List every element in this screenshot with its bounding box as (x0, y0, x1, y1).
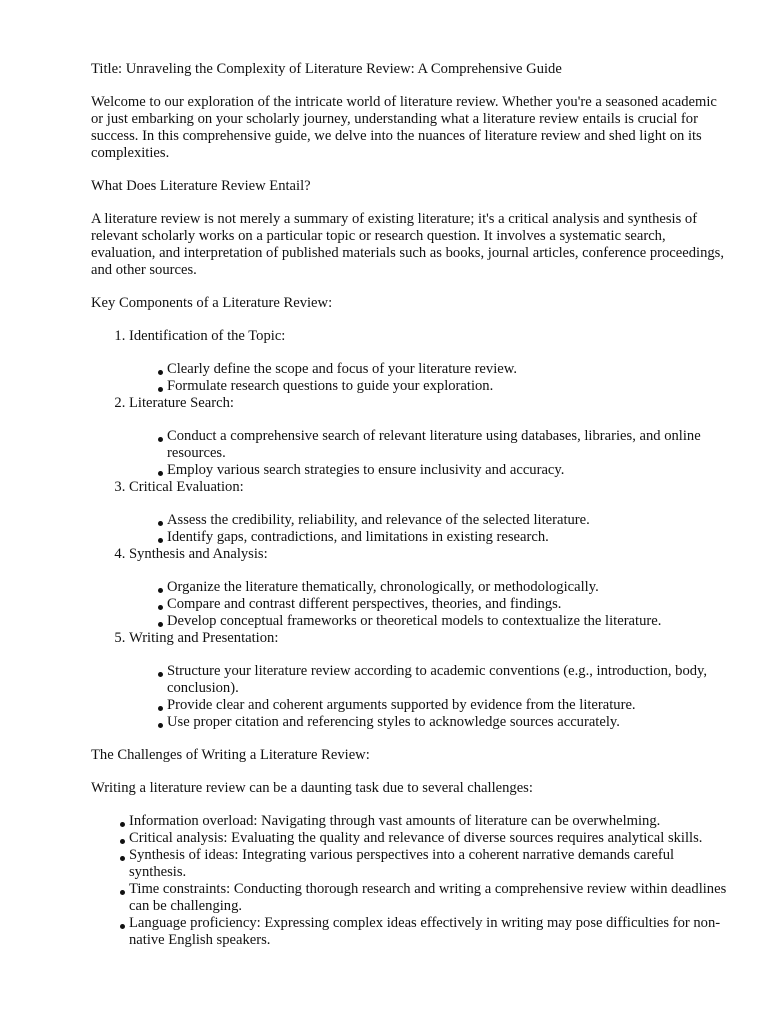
component-title: 5. Writing and Presentation: (129, 630, 279, 646)
component-point: Clearly define the scope and focus of your literature review. (158, 361, 731, 378)
entail-paragraph: A literature review is not merely a summary of existing literature; it's a critical analysis and synthesis of relevant scholarly works on a particular topic or research question. It involves a systematic search, evaluation, and interpretation of published materials such as books, journal articles, conference proceedings, and other sources. (91, 211, 724, 278)
component-point: Employ various search strategies to ensure inclusivity and accuracy. (158, 462, 731, 479)
component-point: Provide clear and coherent arguments supported by evidence from the literature. (158, 697, 731, 714)
component-point: Structure your literature review according to academic conventions (e.g., introduction, body, conclusion). (158, 663, 731, 697)
component-points (129, 512, 731, 546)
challenge-item: Information overload: Navigating through vast amounts of literature can be overwhelming. (120, 813, 731, 830)
components-list (91, 328, 731, 731)
component-title: 4. Synthesis and Analysis: (129, 546, 268, 562)
component-points (129, 663, 731, 731)
section-heading-entail: What Does Literature Review Entail? (91, 178, 311, 194)
section-heading-challenges: The Challenges of Writing a Literature Review: (91, 747, 370, 763)
component-points (129, 361, 731, 395)
component-point: Use proper citation and referencing styles to acknowledge sources accurately. (158, 714, 731, 731)
component-points (129, 428, 731, 479)
component-point: Formulate research questions to guide your exploration. (158, 378, 731, 395)
component-item (129, 328, 731, 395)
challenge-item: Language proficiency: Expressing complex ideas effectively in writing may pose difficulties for non-native English speakers. (120, 915, 731, 949)
intro-paragraph: Welcome to our exploration of the intricate world of literature review. Whether you're a seasoned academic or just embarking on your scholarly journey, understanding what a literature review entails is crucial for success. In this comprehensive guide, we delve into the nuances of literature review and shed light on its complexities. (91, 94, 717, 161)
challenge-item: Synthesis of ideas: Integrating various perspectives into a coherent narrative demands careful synthesis. (120, 847, 731, 881)
component-title: 3. Critical Evaluation: (129, 479, 244, 495)
component-point: Develop conceptual frameworks or theoretical models to contextualize the literature. (158, 613, 731, 630)
component-point: Assess the credibility, reliability, and relevance of the selected literature. (158, 512, 731, 529)
component-title: 2. Literature Search: (129, 395, 234, 411)
component-title: 1. Identification of the Topic: (129, 328, 286, 344)
challenges-list (91, 813, 731, 949)
component-item (129, 546, 731, 630)
document-page (91, 61, 731, 949)
section-heading-components: Key Components of a Literature Review: (91, 295, 333, 311)
component-point: Conduct a comprehensive search of relevant literature using databases, libraries, and online resources. (158, 428, 731, 462)
challenge-item: Time constraints: Conducting thorough research and writing a comprehensive review within deadlines can be challenging. (120, 881, 731, 915)
component-point: Organize the literature thematically, chronologically, or methodologically. (158, 579, 731, 596)
component-item (129, 479, 731, 546)
challenges-intro: Writing a literature review can be a daunting task due to several challenges: (91, 780, 533, 796)
challenge-item: Critical analysis: Evaluating the quality and relevance of diverse sources requires analytical skills. (120, 830, 731, 847)
document-title: Title: Unraveling the Complexity of Literature Review: A Comprehensive Guide (91, 61, 562, 77)
component-item (129, 395, 731, 479)
component-points (129, 579, 731, 630)
component-point: Compare and contrast different perspectives, theories, and findings. (158, 596, 731, 613)
component-item (129, 630, 731, 731)
component-point: Identify gaps, contradictions, and limitations in existing research. (158, 529, 731, 546)
